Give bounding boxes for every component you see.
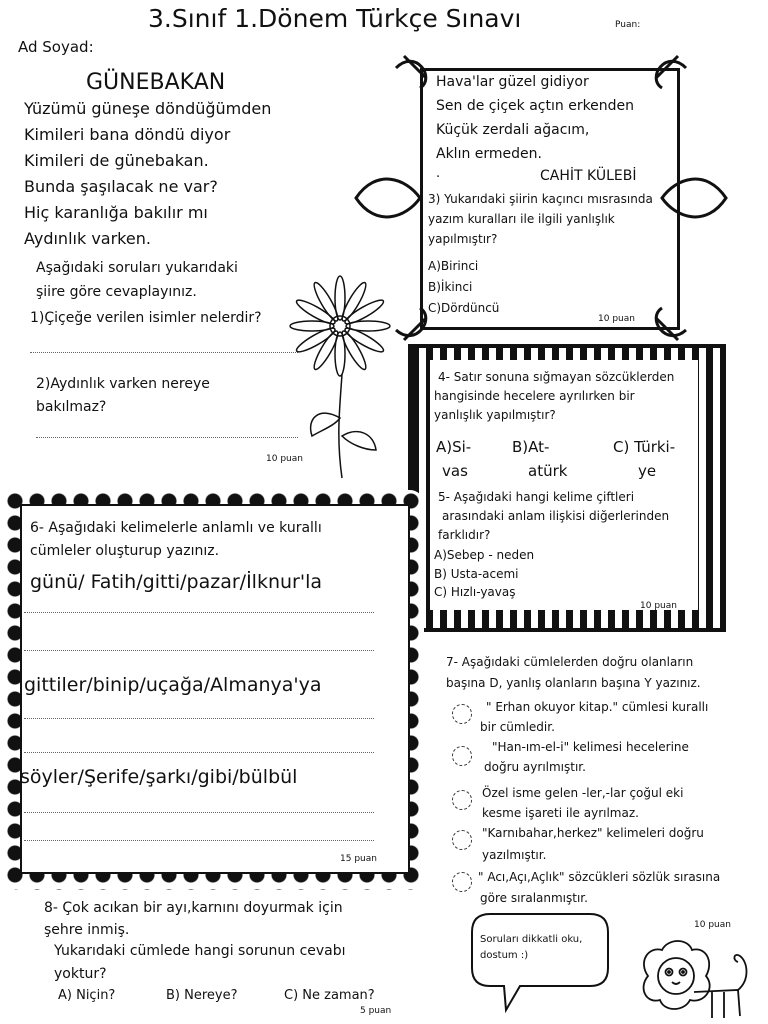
speech-bubble-line: Soruları dikkatli oku, [480, 934, 583, 945]
q7-text: başına D, yanlış olanların başına Y yazınız. [446, 676, 701, 690]
poem2-dot: . [436, 166, 441, 181]
q6-words-3: söyler/Şerife/şarkı/gibi/bülbül [20, 766, 298, 788]
poem-title: GÜNEBAKAN [86, 70, 226, 95]
answer-line[interactable] [24, 612, 374, 613]
poem2-author: CAHİT KÜLEBİ [540, 168, 637, 184]
q5-option-a[interactable]: A)Sebep - neden [434, 548, 535, 562]
points-label: 5 puan [360, 1006, 392, 1016]
answer-line[interactable] [24, 812, 374, 813]
lion-drawing [628, 932, 768, 1022]
q3-text: 3) Yukarıdaki şiirin kaçıncı mısrasında [428, 192, 653, 206]
answer-line[interactable] [36, 437, 298, 438]
q3-option-c[interactable]: C)Dördüncü [428, 301, 500, 315]
q4-option-b[interactable]: B)At- [512, 438, 550, 456]
answer-circle[interactable] [452, 872, 472, 892]
score-label: Puan: [615, 20, 641, 30]
q4-option-a-cont: vas [442, 462, 468, 480]
poem2-line: Hava'lar güzel gidiyor [436, 74, 589, 90]
q8-question: Yukarıdaki cümlede hangi sorunun cevabı [54, 943, 346, 959]
q4-option-b-cont: atürk [528, 462, 568, 480]
answer-line[interactable] [24, 650, 374, 651]
question-1: 1)Çiçeğe verilen isimler nelerdir? [30, 310, 262, 326]
q7-item-3: Özel isme gelen -ler,-lar çoğul eki [482, 786, 684, 800]
q7-item-4: "Karnıbahar,herkez" kelimeleri doğru [482, 826, 704, 840]
q7-item-2: "Han-ım-el-i" kelimesi hecelerine [492, 740, 689, 754]
q6-words-1: günü/ Fatih/gitti/pazar/İlknur'la [30, 571, 323, 593]
question-2-line: 2)Aydınlık varken nereye [36, 376, 210, 392]
answer-line[interactable] [30, 352, 298, 353]
q4-text: yanlışlık yapılmıştır? [434, 408, 556, 422]
q6-words-2: gittiler/binip/uçağa/Almanya'ya [24, 674, 322, 696]
poem-line: Kimileri bana döndü diyor [24, 125, 231, 144]
answer-circle[interactable] [452, 704, 472, 724]
q3-text: yapılmıştır? [428, 232, 498, 246]
poem-line: Yüzümü güneşe döndüğümden [24, 99, 272, 118]
poem-line: Bunda şaşılacak ne var? [24, 177, 218, 196]
q7-item-2-cont: doğru ayrılmıştır. [484, 760, 586, 774]
poem-line: Aydınlık varken. [24, 229, 151, 248]
q7-text: 7- Aşağıdaki cümlelerden doğru olanların [446, 655, 694, 669]
q3-text: yazım kuralları ile ilgili yanlışlık [428, 212, 615, 226]
answer-circle[interactable] [452, 790, 472, 810]
q8-text: 8- Çok acıkan bir ayı,karnını doyurmak için [44, 900, 343, 916]
q6-text: cümleler oluşturup yazınız. [30, 543, 220, 559]
q5-text: farklıdır? [438, 528, 491, 542]
points-label: 15 puan [340, 854, 377, 864]
q6-text: 6- Aşağıdaki kelimelerle anlamlı ve kurallı [30, 520, 322, 536]
points-label: 10 puan [266, 454, 303, 464]
q4-text: hangisinde hecelere ayrılırken bir [434, 389, 635, 403]
question-2-line: bakılmaz? [36, 399, 107, 415]
q7-item-4-cont: yazılmıştır. [482, 848, 547, 862]
flower-drawing [298, 286, 388, 446]
points-label: 10 puan [598, 314, 635, 324]
q8-option-a[interactable]: A) Niçin? [58, 988, 116, 1003]
poem2-line: Küçük zerdali ağacım, [436, 122, 590, 138]
q5-option-b[interactable]: B) Usta-acemi [434, 567, 519, 581]
instruction-line: Aşağıdaki soruları yukarıdaki [36, 260, 238, 276]
q7-item-5-cont: göre sıralanmıştır. [480, 891, 588, 905]
name-label: Ad Soyad: [18, 38, 94, 56]
q3-option-a[interactable]: A)Birinci [428, 259, 479, 273]
q8-question: yoktur? [54, 966, 107, 982]
poem-line: Hiç karanlığa bakılır mı [24, 203, 208, 222]
q5-option-c[interactable]: C) Hızlı-yavaş [434, 585, 516, 599]
answer-circle[interactable] [452, 746, 472, 766]
points-label: 10 puan [694, 920, 731, 930]
points-label: 10 puan [640, 601, 677, 611]
q8-text: şehre inmiş. [44, 922, 130, 938]
q7-item-3-cont: kesme işareti ile ayrılmaz. [482, 806, 639, 820]
instruction-line: şiire göre cevaplayınız. [36, 284, 197, 300]
q4-option-a[interactable]: A)Si- [436, 438, 472, 456]
q5-text: arasındaki anlam ilişkisi diğerlerinden [442, 509, 670, 523]
q7-item-1-cont: bir cümledir. [480, 720, 555, 734]
poem-line: Kimileri de günebakan. [24, 151, 209, 170]
answer-circle[interactable] [452, 830, 472, 850]
q7-item-1: " Erhan okuyor kitap." cümlesi kurallı [486, 700, 709, 714]
q5-text: 5- Aşağıdaki hangi kelime çiftleri [438, 490, 635, 504]
q4-option-c-cont: ye [638, 462, 657, 480]
poem2-line: Aklın ermeden. [436, 146, 542, 162]
q8-option-b[interactable]: B) Nereye? [166, 988, 238, 1003]
answer-line[interactable] [24, 718, 374, 719]
speech-bubble-shape [470, 912, 610, 1012]
q7-item-5: " Acı,Açı,Açlık" sözcükleri sözlük sırasına [478, 870, 721, 884]
exam-title: 3.Sınıf 1.Dönem Türkçe Sınavı [148, 4, 522, 33]
q8-option-c[interactable]: C) Ne zaman? [284, 988, 375, 1003]
answer-line[interactable] [24, 840, 374, 841]
speech-bubble-line: dostum :) [480, 950, 529, 961]
answer-line[interactable] [24, 752, 374, 753]
poem2-line: Sen de çiçek açtın erkenden [436, 98, 635, 114]
q3-option-b[interactable]: B)İkinci [428, 280, 473, 294]
q4-option-c[interactable]: C) Türki- [613, 438, 676, 456]
q4-text: 4- Satır sonuna sığmayan sözcüklerden [438, 370, 675, 384]
